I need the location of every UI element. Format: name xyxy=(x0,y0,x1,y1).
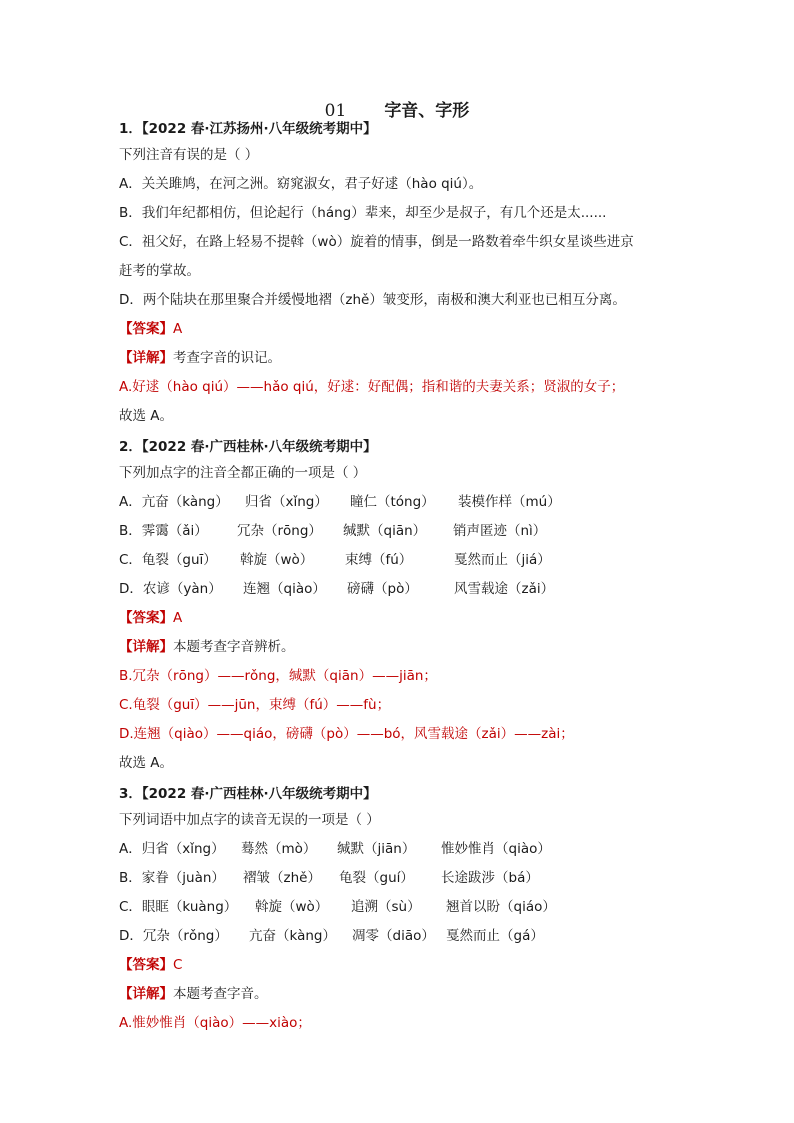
q1-option-d: D．两个陆块在那里聚合并缓慢地褶（zhě）皱变形，南极和澳大利亚也已相互分离。 xyxy=(119,292,626,308)
q3-answer xyxy=(119,951,699,980)
q3-b-2: 褶皱（zhě） xyxy=(243,870,321,886)
q2-option-c xyxy=(119,546,699,575)
q2-c-1: C．龟裂（guī） xyxy=(119,552,217,568)
q3-c-3: 追溯（sù） xyxy=(351,899,421,915)
q1-option-a: A．关关雎鸠，在河之洲。窈窕淑女，君子好逑（hào qiú）。 xyxy=(119,176,483,192)
q3-detail xyxy=(119,980,699,1009)
q3-a-3: 缄默（jiān） xyxy=(337,841,416,857)
q2-stem: 下列加点字的注音全都正确的一项是（ ） xyxy=(119,465,367,481)
detail-text: 本题考查字音。 xyxy=(173,986,268,1002)
answer-label: 【答案】 xyxy=(119,321,173,337)
q2-d-3: 磅礴（pò） xyxy=(347,581,418,597)
q2-b-4: 销声匿迹（nì） xyxy=(453,523,547,539)
q3-b-1: B．家眷（juàn） xyxy=(119,870,225,886)
answer-value: A xyxy=(173,321,183,337)
q3-d-1: D．冗杂（rǒng） xyxy=(119,928,228,944)
detail-text: 考查字音的识记。 xyxy=(173,350,281,366)
detail-label: 【详解】 xyxy=(119,986,173,1002)
q3-option-d xyxy=(119,922,699,951)
q2-b-1: B．霁霭（ǎi） xyxy=(119,523,208,539)
question-list xyxy=(119,118,699,1038)
q1-explanation: A.好逑（hào qiú）——hǎo qiú，好逑：好配偶；指和谐的夫妻关系；贤淑的女子； xyxy=(119,379,625,395)
q2-d-1: D．农谚（yàn） xyxy=(119,581,222,597)
q2-explanation-b: B.冗杂（rōng）——rǒng，缄默（qiān）——jiān； xyxy=(119,668,437,684)
q1-option-c-line1: C．祖父好，在路上轻易不提斡（wò）旋着的情事，倒是一路数着牵牛织女星谈些进京 xyxy=(119,234,634,250)
answer-value: C xyxy=(173,957,183,973)
section-number: 01 xyxy=(324,101,347,121)
q2-a-2: 归省（xǐng） xyxy=(245,494,328,510)
q3-d-2: 亢奋（kàng） xyxy=(249,928,336,944)
q3-option-b xyxy=(119,864,699,893)
q3-a-1: A．归省（xǐng） xyxy=(119,841,225,857)
answer-label: 【答案】 xyxy=(119,957,173,973)
q2-d-4: 风雪载途（zǎi） xyxy=(454,581,555,597)
q3-c-1: C．眼眶（kuàng） xyxy=(119,899,238,915)
q2-option-b xyxy=(119,517,699,546)
q3-explanation-a: A.惟妙惟肖（qiào）——xiào； xyxy=(119,1015,311,1031)
q3-b-4: 长途跋涉（bá） xyxy=(441,870,539,886)
answer-label: 【答案】 xyxy=(119,610,173,626)
q3-c-4: 翘首以盼（qiáo） xyxy=(446,899,556,915)
q3-stem: 下列词语中加点字的读音无误的一项是（ ） xyxy=(119,812,380,828)
q3-option-a xyxy=(119,835,699,864)
q2-option-d xyxy=(119,575,699,604)
q3-d-3: 凋零（diāo） xyxy=(352,928,435,944)
q3-option-c xyxy=(119,893,699,922)
q2-answer xyxy=(119,604,699,633)
q2-a-1: A．亢奋（kàng） xyxy=(119,494,229,510)
detail-text: 本题考查字音辨析。 xyxy=(173,639,295,655)
q3-a-4: 惟妙惟肖（qiào） xyxy=(441,841,551,857)
q1-answer xyxy=(119,315,699,344)
q2-option-a xyxy=(119,488,699,517)
q3-a-2: 蓦然（mò） xyxy=(241,841,317,857)
q3-header: 3．【2022 春·广西桂林·八年级统考期中】 xyxy=(119,786,377,802)
q1-choice: 故选 A。 xyxy=(119,408,174,424)
q2-c-4: 戛然而止（jiá） xyxy=(454,552,551,568)
section-title: 字音、字形 xyxy=(384,101,470,121)
q2-explanation-d: D.连翘（qiào）——qiáo，磅礴（pò）——bó，风雪载途（zǎi）——zài； xyxy=(119,726,574,742)
q1-detail xyxy=(119,344,699,373)
q2-detail xyxy=(119,633,699,662)
detail-label: 【详解】 xyxy=(119,350,173,366)
q3-c-2: 斡旋（wò） xyxy=(255,899,329,915)
q2-explanation-c: C.龟裂（guī）——jūn，束缚（fú）——fù； xyxy=(119,697,391,713)
q2-a-3: 瞳仁（tóng） xyxy=(350,494,435,510)
q2-c-2: 斡旋（wò） xyxy=(240,552,314,568)
q1-option-b: B．我们年纪都相仿，但论起行（háng）辈来，却至少是叔子，有几个还是太...... xyxy=(119,205,607,221)
q2-c-3: 束缚（fú） xyxy=(345,552,413,568)
q2-b-3: 缄默（qiān） xyxy=(343,523,427,539)
detail-label: 【详解】 xyxy=(119,639,173,655)
q3-b-3: 龟裂（guí） xyxy=(339,870,414,886)
q2-choice: 故选 A。 xyxy=(119,755,174,771)
q1-option-c-line2: 赶考的掌故。 xyxy=(119,263,200,279)
q1-header: 1．【2022 春·江苏扬州·八年级统考期中】 xyxy=(119,121,377,137)
q2-header: 2．【2022 春·广西桂林·八年级统考期中】 xyxy=(119,439,377,455)
q1-stem: 下列注音有误的是（ ） xyxy=(119,147,259,163)
q2-b-2: 冗杂（rōng） xyxy=(237,523,322,539)
q2-d-2: 连翘（qiào） xyxy=(243,581,326,597)
q2-a-4: 装模作样（mú） xyxy=(458,494,561,510)
answer-value: A xyxy=(173,610,183,626)
q3-d-4: 戛然而止（gá） xyxy=(446,928,544,944)
